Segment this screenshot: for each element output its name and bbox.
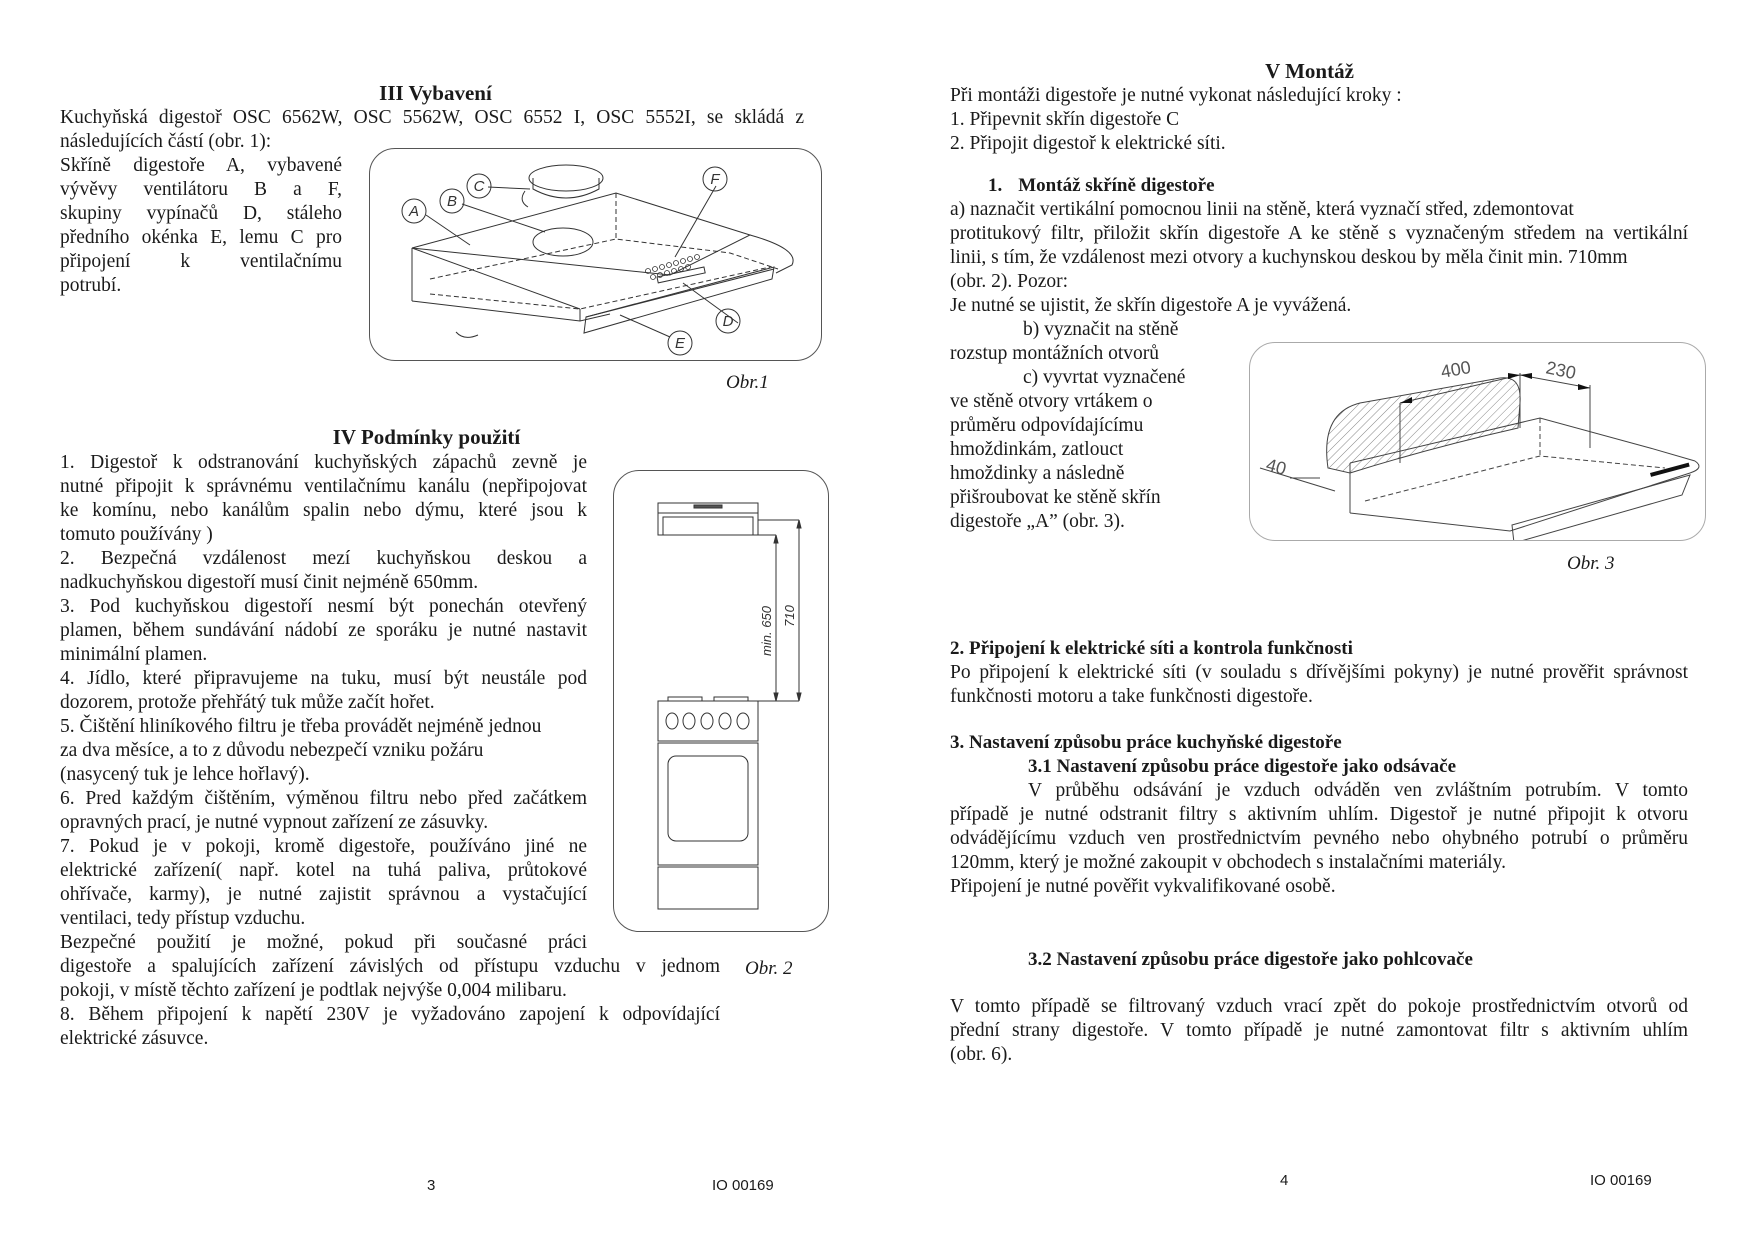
dim-40: 40 bbox=[1263, 454, 1289, 480]
conditions-line: elektrické zařízení( např. kotel na tuhá paliva, průtokové bbox=[60, 860, 587, 881]
figure-1-caption: Obr.1 bbox=[726, 372, 769, 393]
assembly-step: 1. Připevnit skřín digestoře C bbox=[950, 109, 1180, 130]
dim-710: 710 bbox=[782, 605, 797, 627]
hood-exploded-drawing bbox=[370, 149, 821, 360]
parts-line: předního okénka E, lemu C pro bbox=[60, 227, 342, 248]
subsection-3-heading: 3. Nastavení způsobu práce kuchyňské digestoře bbox=[950, 732, 1342, 753]
hood-over-stove-drawing bbox=[614, 471, 828, 931]
conditions-line: 1. Digestoř k odstranování kuchyňských zápachů zevně je bbox=[60, 452, 587, 473]
subsection-2-heading: 2. Připojení k elektrické síti a kontrola funkčnosti bbox=[950, 638, 1353, 659]
conditions-line: minimální plamen. bbox=[60, 644, 208, 665]
conditions-line: (nasycený tuk je lehce hořlavý). bbox=[60, 764, 310, 785]
conditions-narrow-block bbox=[60, 451, 587, 955]
subsection-3-1-heading: 3.1 Nastavení způsobu práce digestoře jako odsávače bbox=[1028, 756, 1457, 777]
conditions-line: 6. Pred každým čištěním, výměnou filtru nebo před začátkem bbox=[60, 788, 587, 809]
conditions-line: 5. Čištění hliníkového filtru je třeba provádět nejméně jednou bbox=[60, 716, 542, 737]
figure-2-caption: Obr. 2 bbox=[745, 958, 793, 979]
dim-400: 400 bbox=[1439, 357, 1473, 382]
conditions-line: pokoji, v místě těchto zařízení je podtlak nejvýše 0,004 milibaru. bbox=[60, 980, 567, 1001]
page-number: 3 bbox=[427, 1177, 436, 1194]
conditions-line: za dva měsíce, a to z důvodu nebezpečí vzniku požáru bbox=[60, 740, 484, 761]
conditions-wide-block bbox=[60, 955, 720, 1051]
conditions-line: ventilaci, tedy přístup vzduchu. bbox=[60, 908, 306, 929]
parts-line: vývěvy ventilátoru B a F, bbox=[60, 179, 342, 200]
section-3-intro: Kuchyňská digestoř OSC 6562W, OSC 5562W, OSC 6552 I, OSC 5552I, se skládá z následujících částí (obr. 1): bbox=[60, 107, 804, 152]
dim-230: 230 bbox=[1544, 357, 1578, 384]
dim-min-650: min. 650 bbox=[759, 606, 774, 656]
subsection-3-2-paragraph: V tomto případě se filtrovaný vzduch vrací zpět do pokoje prostřednictvím otvorů od přední strany digestoře. V tomto případě je nutné zamontovat filtr s aktivním uhlím (obr. 6). bbox=[950, 996, 1688, 1065]
page-4 bbox=[877, 0, 1754, 1240]
assembly-step: 2. Připojit digestoř k elektrické síti. bbox=[950, 133, 1226, 154]
hood-mounting-drawing bbox=[1250, 343, 1705, 540]
conditions-line: nadkuchyňskou digestoří musí činit nejméně 650mm. bbox=[60, 572, 479, 593]
conditions-line: elektrické zásuvce. bbox=[60, 1028, 209, 1049]
section-3-heading: III Vybavení bbox=[379, 81, 492, 105]
parts-line: připojení k ventilačnímu bbox=[60, 251, 342, 272]
section-5-heading: V Montáž bbox=[1265, 59, 1354, 83]
parts-list bbox=[60, 154, 342, 298]
subsection-2-paragraph: Po připojení k elektrické síti (v souladu s dřívějšími pokyny) je nutné prověřit správnost funkčnosti motoru a take funkčnosti digestoře. bbox=[950, 662, 1688, 707]
document-code: IO 00169 bbox=[712, 1177, 774, 1194]
callout-b-label: B bbox=[446, 193, 458, 210]
conditions-line: digestoře a spalujících zařízení závislých od přístupu vzduchu v jednom bbox=[60, 956, 720, 977]
conditions-line: 4. Jídlo, které připravujeme na tuku, musí být neustále pod bbox=[60, 668, 587, 689]
conditions-line: 8. Během připojení k napětí 230V je vyžadováno zapojení k odpovídající bbox=[60, 1004, 720, 1025]
figure-3-mounting-holes bbox=[1249, 342, 1706, 541]
callout-c-label: C bbox=[473, 178, 485, 195]
callout-d-label: D bbox=[722, 313, 734, 330]
document-code: IO 00169 bbox=[1590, 1172, 1652, 1189]
stove-drawing bbox=[658, 701, 758, 741]
parts-line: skupiny vypínačů D, stáleho bbox=[60, 203, 342, 224]
conditions-line: ke komínu, nebo kanálům spalin nebo dýmu, které jsou k bbox=[60, 500, 587, 521]
conditions-line: plamen, během sundávání nádobí ze sporáku je nutné nastavit bbox=[60, 620, 587, 641]
step-bc-paragraph: b) vyznačit na stěně rozstup montážních otvorů c) vyvrtat vyznačené ve stěně otvory vrtákem o průměru odpovídajícímu hmoždinkám, zatlouct hmoždinky a následně přišroubovat ke stěně skřín digestoře „A” (obr. 3). bbox=[950, 319, 1186, 532]
figure-3-caption: Obr. 3 bbox=[1567, 553, 1615, 574]
wall-hatch bbox=[1327, 378, 1521, 473]
conditions-line: 7. Pokud je v pokoji, kromě digestoře, používáno jiné ne bbox=[60, 836, 587, 857]
subsection-3-2-heading: 3.2 Nastavení způsobu práce digestoře jako pohlcovače bbox=[1028, 949, 1473, 970]
callout-f-label: F bbox=[710, 171, 720, 188]
subsection-3-1-paragraph: V průběhu odsávání je vzduch odváděn ven zvláštním potrubím. V tomto případě je nutné odstranit filtry s aktivním uhlím. Digestoř je nutné připojit k otvoru odvádějícímu vzduch ven prostřednictvím pevného nebo ohybného potrubí o průměru 120mm, který je možné zakoupit v obchodech s instalačními materiály. Připojení je nutné pověřit vykvalifikované osobě. bbox=[950, 780, 1688, 897]
conditions-line: tomuto používány ) bbox=[60, 524, 213, 545]
callout-e-label: E bbox=[674, 335, 686, 352]
conditions-line: 2. Bezpečná vzdálenost mezí kuchyňskou deskou a bbox=[60, 548, 587, 569]
conditions-line: Bezpečné použití je možné, pokud při současné práci bbox=[60, 932, 587, 953]
conditions-line: nutné připojit k správnému ventilačnímu kanálu (nepřipojovat bbox=[60, 476, 587, 497]
conditions-line: opravných prací, je nutné vypnout zařízení ze zásuvky. bbox=[60, 812, 489, 833]
figure-2-installation-height bbox=[613, 470, 829, 932]
subsection-1-heading: 1. Montáž skříně digestoře bbox=[988, 175, 1215, 196]
conditions-line: ohřívače, karmy), je nutné zajistit správnou a vystačující bbox=[60, 884, 587, 905]
conditions-line: dozorem, protože přehřátý tuk může začít hořet. bbox=[60, 692, 435, 713]
parts-line: potrubí. bbox=[60, 275, 122, 296]
conditions-line: 3. Pod kuchyňskou digestoří nesmí být ponechán otevřený bbox=[60, 596, 587, 617]
step-a-paragraph: a) naznačit vertikální pomocnou linii na stěně, která vyznačí střed, zdemontovat protitukový filtr, přiložit skřín digestoře A ke stěně s vyznačeným středem na vertikální linii, s tím, že vzdálenost mezi otvory a kuchynskou deskou by měla činit min. 710mm (obr. 2). Pozor: Je nutné se ujistit, že skřín digestoře A je vyvážená. bbox=[950, 199, 1688, 316]
page-number: 4 bbox=[1280, 1172, 1289, 1189]
callout-a-label: A bbox=[408, 203, 420, 220]
parts-line: Skříně digestoře A, vybavené bbox=[60, 155, 342, 176]
figure-1-hood-parts bbox=[369, 148, 822, 361]
assembly-intro: Při montáži digestoře je nutné vykonat následující kroky : 1. Připevnit skřín digestoře C 2. Připojit digestoř k elektrické síti. bbox=[950, 85, 1402, 154]
section-4-heading: IV Podmínky použití bbox=[332, 425, 521, 449]
